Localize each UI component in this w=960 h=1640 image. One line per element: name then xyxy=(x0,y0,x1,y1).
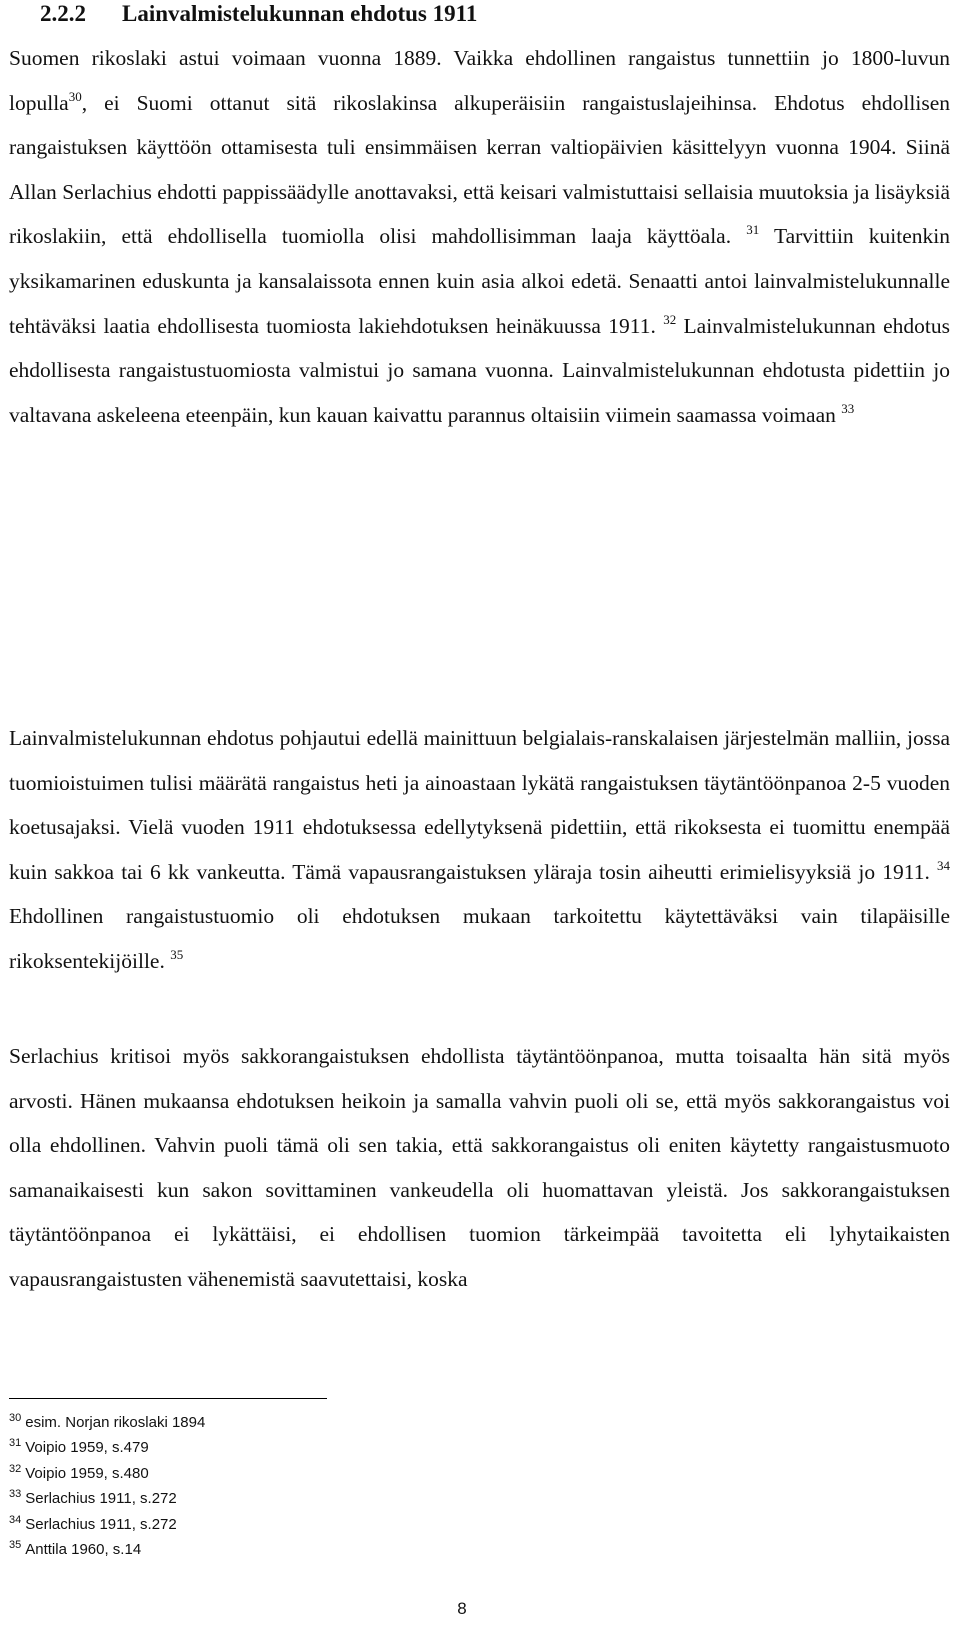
footnote-ref-34[interactable]: 34 xyxy=(937,857,951,873)
paragraph-text: Tarvittiin kuitenkin yksikamarinen eduskunta ja kansalaissota ennen kuin asia alkoi edetä. Senaatti antoi lainvalmistelukunnalle tehtäväksi laatia ehdollisesta tuomiosta lakiehdotuksen heinäkuussa 1911. xyxy=(9,224,951,338)
body-paragraph-2 xyxy=(9,716,950,984)
body-paragraph-3 xyxy=(9,1034,950,1302)
footnote-list xyxy=(9,1410,205,1562)
footnote-item xyxy=(9,1435,205,1460)
footnote-number: 34 xyxy=(9,1513,22,1526)
footnote-text: Voipio 1959, s.479 xyxy=(25,1439,149,1457)
paragraph-text: Suomen rikoslaki astui voimaan vuonna 1889. Vaikka ehdollinen rangaistus tunnettiin jo 1800-luvun lopulla xyxy=(9,46,950,115)
footnote-ref-30[interactable]: 30 xyxy=(68,88,82,104)
footnote-number: 33 xyxy=(9,1488,22,1501)
paragraph-text: Serlachius kritisoi myös sakkorangaistuksen ehdollista täytäntöönpanoa, mutta toisaalta hän sitä myös arvosti. Hänen mukaansa ehdotuksen heikoin ja samalla vahvin puoli oli se, että myös sakkorangaistus voi olla ehdollinen. Vahvin puoli tämä oli sen takia, että sakkorangaistus oli eniten käytetty rangaistusmuoto samanaikaisesti kun sakon sovittaminen vankeudella oli huomattavan yleistä. Jos sakkorangaistuksen täytäntöönpanoa ei lykättäisi, ei ehdollisen tuomion tärkeimpää tavoitetta eli lyhytaikaisten vapausrangaistusten vähenemistä saavutettaisi, koska xyxy=(9,1044,950,1291)
footnote-text: Serlachius 1911, s.272 xyxy=(25,1515,177,1533)
footnote-number: 31 xyxy=(9,1437,22,1450)
footnote-number: 35 xyxy=(9,1539,22,1552)
footnote-text: Anttila 1960, s.14 xyxy=(25,1541,142,1559)
footnote-separator xyxy=(9,1398,327,1399)
section-heading xyxy=(40,0,477,28)
footnote-item xyxy=(9,1410,205,1435)
footnote-item xyxy=(9,1537,205,1562)
paragraph-text: , ei Suomi ottanut sitä rikoslakinsa alkuperäisiin rangaistuslajeihinsa. Ehdotus ehdollisen rangaistuksen käyttöön ottamisesta tuli ensimmäisen kerran valtiopäivien käsittelyyn vuonna 1904. Siinä Allan Serlachius ehdotti pappissäädylle anottavaksi, että keisari valmistuttaisi sellaisia muutoksia ja lisäyksiä rikoslakiin, että ehdollisella tuomiolla olisi mahdollisimman laaja käyttöala. xyxy=(9,90,950,249)
section-number: 2.2.2 xyxy=(40,1,86,26)
paragraph-text: Lainvalmistelukunnan ehdotus ehdollisesta rangaistustuomiosta valmistui jo samana vuonna. Lainvalmistelukunnan ehdotusta pidettiin jo valtavana askeleena eteenpäin, kun kauan kaivattu parannus oltaisiin viimein saamassa voimaan xyxy=(9,313,950,427)
footnote-number: 30 xyxy=(9,1412,22,1424)
footnote-item xyxy=(9,1461,205,1486)
paragraph-text: Lainvalmistelukunnan ehdotus pohjautui edellä mainittuun belgialais-ranskalaisen järjestelmän malliin, jossa tuomioistuimen tulisi määrätä rangaistus heti ja ainoastaan lykätä rangaistuksen täytäntöönpanoa 2-5 vuoden koetusajaksi. Vielä vuoden 1911 ehdotuksessa edellytyksenä pidettiin, että rikoksesta ei tuomittu enempää kuin sakkoa tai 6 kk vankeutta. Tämä vapausrangaistuksen yläraja tosin aiheutti erimielisyyksiä jo 1911. xyxy=(9,726,950,884)
footnote-text: esim. Norjan rikoslaki 1894 xyxy=(25,1414,206,1431)
footnote-item xyxy=(9,1512,205,1537)
footnote-ref-33[interactable]: 33 xyxy=(841,400,855,416)
section-title: Lainvalmistelukunnan ehdotus 1911 xyxy=(122,1,478,26)
footnote-ref-32[interactable]: 32 xyxy=(663,311,677,327)
footnote-text: Serlachius 1911, s.272 xyxy=(25,1490,177,1508)
page-number: 8 xyxy=(457,1599,467,1618)
footnote-ref-35[interactable]: 35 xyxy=(170,946,184,962)
footnote-text: Voipio 1959, s.480 xyxy=(25,1464,149,1482)
footnote-number: 32 xyxy=(9,1462,22,1475)
footnote-item xyxy=(9,1486,205,1511)
body-paragraph-1 xyxy=(9,36,950,437)
footnote-ref-31[interactable]: 31 xyxy=(746,222,760,238)
paragraph-text: Ehdollinen rangaistustuomio oli ehdotuksen mukaan tarkoitettu käytettäväksi vain tilapäisille rikoksentekijöille. xyxy=(9,904,950,973)
